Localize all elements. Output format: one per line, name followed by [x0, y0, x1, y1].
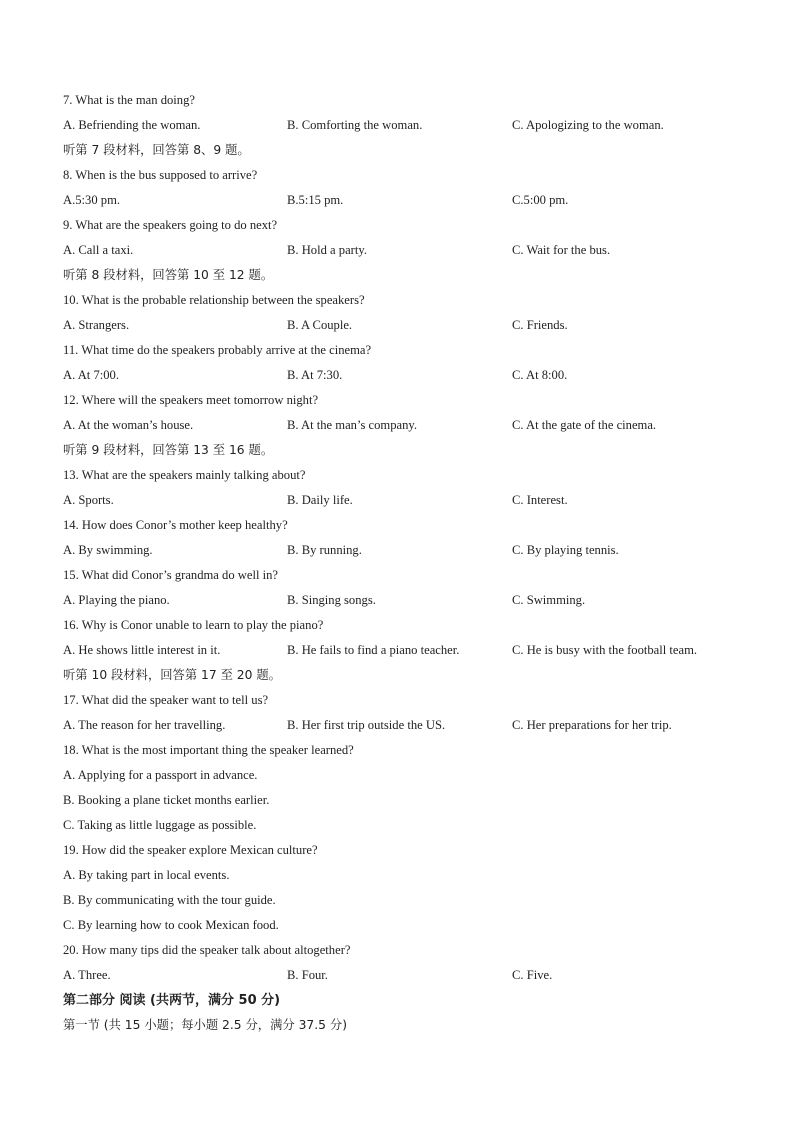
question-text: 16. Why is Conor unable to learn to play the piano? [63, 618, 324, 632]
question-line [63, 838, 743, 863]
instruction-line [63, 263, 743, 288]
instruction-line [63, 138, 743, 163]
question-text: B. By communicating with the tour guide. [63, 893, 276, 907]
option-a: A. He shows little interest in it. [63, 643, 221, 657]
option-b: B. He fails to find a piano teacher. [287, 643, 460, 657]
question-text: 14. How does Conor’s mother keep healthy? [63, 518, 288, 532]
option-c: C. Swimming. [512, 593, 586, 607]
answer-options [63, 488, 743, 513]
option-c: C. Her preparations for her trip. [512, 718, 672, 732]
option-a: A.5:30 pm. [63, 193, 121, 207]
instruction-text: 听第 7 段材料，回答第 8、9 题。 [63, 143, 250, 157]
option-b: B. At the man’s company. [287, 418, 418, 432]
option-a: A. Call a taxi. [63, 243, 134, 257]
option-b: B.5:15 pm. [287, 193, 344, 207]
question-line [63, 738, 743, 763]
question-line [63, 913, 743, 938]
question-line [63, 88, 743, 113]
question-line [63, 938, 743, 963]
question-text: C. By learning how to cook Mexican food. [63, 918, 279, 932]
question-text: 11. What time do the speakers probably arrive at the cinema? [63, 343, 372, 357]
option-c: C. Apologizing to the woman. [512, 118, 664, 132]
option-b: B. At 7:30. [287, 368, 343, 382]
option-a: A. By swimming. [63, 543, 153, 557]
question-text: 20. How many tips did the speaker talk about altogether? [63, 943, 351, 957]
question-text: C. Taking as little luggage as possible. [63, 818, 257, 832]
question-line [63, 888, 743, 913]
option-a: A. Strangers. [63, 318, 130, 332]
option-b: B. Her first trip outside the US. [287, 718, 446, 732]
question-text: A. Applying for a passport in advance. [63, 768, 258, 782]
option-a: A. Befriending the woman. [63, 118, 201, 132]
question-line [63, 388, 743, 413]
question-text: 7. What is the man doing? [63, 93, 195, 107]
question-line [63, 613, 743, 638]
question-text: 19. How did the speaker explore Mexican culture? [63, 843, 318, 857]
question-text: 13. What are the speakers mainly talking about? [63, 468, 306, 482]
option-b: B. Four. [287, 968, 328, 982]
instruction-line [63, 438, 743, 463]
option-a: A. At the woman’s house. [63, 418, 194, 432]
question-text: 10. What is the probable relationship between the speakers? [63, 293, 365, 307]
option-b: B. Daily life. [287, 493, 353, 507]
instruction-line [63, 663, 743, 688]
answer-options [63, 713, 743, 738]
option-b: B. Singing songs. [287, 593, 376, 607]
section-heading: 第二部分 阅读 (共两节，满分 50 分) [63, 993, 281, 1008]
option-c: C. Five. [512, 968, 553, 982]
instruction-text: 听第 8 段材料，回答第 10 至 12 题。 [63, 268, 274, 282]
instruction-text: 听第 9 段材料，回答第 13 至 16 题。 [63, 443, 274, 457]
answer-options [63, 113, 743, 138]
option-c: C. By playing tennis. [512, 543, 619, 557]
option-c: C. Interest. [512, 493, 568, 507]
question-text: 9. What are the speakers going to do next? [63, 218, 278, 232]
option-b: B. Comforting the woman. [287, 118, 423, 132]
answer-options [63, 188, 743, 213]
question-line [63, 688, 743, 713]
section-line [63, 988, 743, 1013]
answer-options [63, 363, 743, 388]
option-c: C. At the gate of the cinema. [512, 418, 657, 432]
question-line [63, 513, 743, 538]
instruction-text: 第一节 (共 15 小题；每小题 2.5 分，满分 37.5 分) [63, 1018, 347, 1032]
instruction-line [63, 1013, 743, 1038]
answer-options [63, 238, 743, 263]
option-b: B. By running. [287, 543, 362, 557]
question-text: B. Booking a plane ticket months earlier. [63, 793, 270, 807]
answer-options [63, 538, 743, 563]
question-text: 15. What did Conor’s grandma do well in? [63, 568, 278, 582]
option-a: A. At 7:00. [63, 368, 119, 382]
answer-options [63, 313, 743, 338]
option-b: B. A Couple. [287, 318, 353, 332]
option-a: A. Sports. [63, 493, 114, 507]
question-line [63, 788, 743, 813]
question-line [63, 338, 743, 363]
question-line [63, 288, 743, 313]
question-line [63, 813, 743, 838]
question-line [63, 563, 743, 588]
question-line [63, 763, 743, 788]
answer-options [63, 963, 743, 988]
option-c: C. He is busy with the football team. [512, 643, 698, 657]
option-c: C. Wait for the bus. [512, 243, 611, 257]
option-c: C.5:00 pm. [512, 193, 569, 207]
option-a: A. The reason for her travelling. [63, 718, 226, 732]
question-line [63, 863, 743, 888]
answer-options [63, 588, 743, 613]
option-c: C. Friends. [512, 318, 568, 332]
exam-page [63, 88, 743, 1038]
question-text: A. By taking part in local events. [63, 868, 230, 882]
option-b: B. Hold a party. [287, 243, 367, 257]
question-line [63, 163, 743, 188]
answer-options [63, 413, 743, 438]
option-a: A. Three. [63, 968, 111, 982]
option-a: A. Playing the piano. [63, 593, 170, 607]
question-text: 8. When is the bus supposed to arrive? [63, 168, 258, 182]
answer-options [63, 638, 743, 663]
option-c: C. At 8:00. [512, 368, 568, 382]
question-text: 18. What is the most important thing the speaker learned? [63, 743, 354, 757]
question-text: 17. What did the speaker want to tell us? [63, 693, 269, 707]
question-text: 12. Where will the speakers meet tomorrow night? [63, 393, 319, 407]
question-line [63, 213, 743, 238]
question-line [63, 463, 743, 488]
instruction-text: 听第 10 段材料，回答第 17 至 20 题。 [63, 668, 281, 682]
